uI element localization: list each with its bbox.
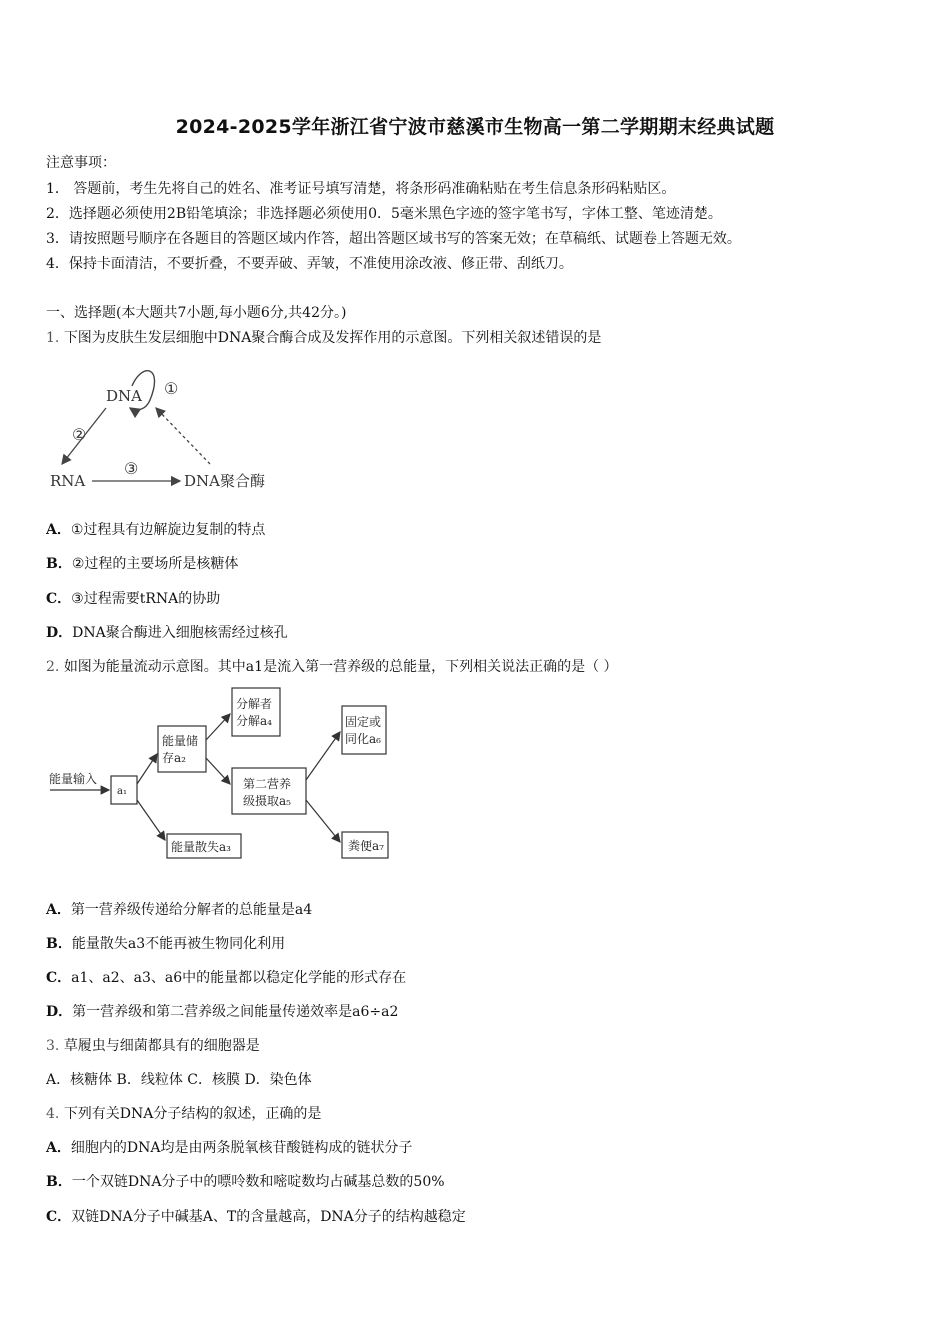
arrow-store-second	[206, 758, 230, 784]
question-2-option-b[interactable]	[46, 933, 285, 953]
question-1-option-a[interactable]	[46, 519, 265, 539]
diagram-step-3: ③	[124, 459, 139, 478]
question-number: 4.	[46, 1106, 60, 1122]
option-text: 双链DNA分子中碱基A、T的含量越高，DNA分子的结构越稳定	[71, 1209, 466, 1225]
question-1-option-d[interactable]	[46, 622, 288, 642]
label-decomp-1: 分解者	[236, 697, 273, 711]
question-2-option-a[interactable]	[46, 899, 312, 919]
label-store-1: 能量储	[162, 734, 199, 748]
box-decomposer	[232, 688, 280, 736]
option-label: B．	[46, 1174, 72, 1190]
option-label: C．	[46, 591, 72, 607]
question-4-stem	[46, 1103, 321, 1123]
question-text: 草履虫与细菌都具有的细胞器是	[63, 1038, 260, 1054]
energy-flow-diagram	[44, 684, 404, 866]
question-4-option-b[interactable]	[46, 1171, 445, 1191]
label-feces: 粪便a₇	[348, 839, 384, 853]
label-fixed-1: 固定或	[345, 715, 382, 729]
dna-polymerase-diagram	[44, 356, 284, 496]
section-heading: 一、选择题(本大题共7小题,每小题6分,共42分。)	[46, 305, 347, 321]
option-text: 一个双链DNA分子中的嘌呤数和嘧啶数均占碱基总数的50%	[71, 1174, 445, 1190]
box-fixed	[342, 706, 386, 754]
arrow-store-decomp	[206, 714, 230, 740]
diagram-enzyme-label: DNA聚合酶	[184, 472, 265, 490]
option-text: 细胞内的DNA均是由两条脱氧核苷酸链构成的链状分子	[70, 1140, 413, 1156]
notice-item-4: 4．保持卡面清洁，不要折叠，不要弄破、弄皱，不准使用涂改液、修正带、刮纸刀。	[46, 256, 573, 272]
question-number: 1.	[46, 330, 60, 346]
notice-item-1: 1． 答题前，考生先将自己的姓名、准考证号填写清楚，将条形码准确粘贴在考生信息条形码粘贴区。	[46, 181, 676, 197]
question-1-stem	[46, 327, 601, 347]
question-text: 下图为皮肤生发层细胞中DNA聚合酶合成及发挥作用的示意图。下列相关叙述错误的是	[63, 330, 602, 346]
question-1-option-c[interactable]	[46, 588, 220, 608]
option-label: B．	[46, 936, 72, 952]
option-label: B．	[46, 556, 72, 572]
diagram-dna-label: DNA	[106, 387, 142, 405]
notice-heading: 注意事项：	[46, 155, 116, 171]
option-label: A．	[46, 522, 71, 538]
option-label: A．	[46, 902, 71, 918]
option-text: DNA聚合酶进入细胞核需经过核孔	[72, 625, 288, 641]
question-4-option-c[interactable]	[46, 1206, 466, 1226]
question-number: 2.	[46, 659, 60, 675]
question-text: 下列有关DNA分子结构的叙述，正确的是	[63, 1106, 322, 1122]
exam-title: 2024-2025学年浙江省宁波市慈溪市生物高一第二学期期末经典试题	[175, 116, 775, 138]
label-store-2: 存a₂	[162, 751, 186, 765]
arrow-second-feces	[306, 800, 340, 842]
diagram-step-2: ②	[72, 425, 87, 444]
diagram-rna-label: RNA	[50, 472, 86, 490]
label-second-2: 级摄取a₅	[243, 794, 291, 808]
notice-item-3: 3．请按照题号顺序在各题目的答题区域内作答，超出答题区域书写的答案无效；在草稿纸、试题卷上答题无效。	[46, 231, 741, 247]
question-2-stem	[46, 656, 618, 676]
option-text: ②过程的主要场所是核糖体	[71, 556, 239, 572]
question-3-stem	[46, 1035, 260, 1055]
label-fixed-2: 同化a₆	[345, 732, 381, 746]
option-text: a1、a2、a3、a6中的能量都以稳定化学能的形式存在	[71, 970, 407, 986]
question-2-option-d[interactable]	[46, 1001, 398, 1021]
arrow-second-fixed	[306, 732, 340, 780]
question-2-option-c[interactable]	[46, 967, 406, 987]
label-a1: a₁	[117, 786, 127, 797]
arrow-a1-store	[137, 754, 157, 784]
option-label: A．	[46, 1140, 71, 1156]
notice-item-2: 2．选择题必须使用2B铅笔填涂；非选择题必须使用0．5毫米黑色字迹的签字笔书写，字体工整、笔迹清楚。	[46, 206, 722, 222]
option-text: 第一营养级传递给分解者的总能量是a4	[70, 902, 313, 918]
option-label: C．	[46, 970, 72, 986]
question-number: 3.	[46, 1038, 60, 1054]
option-label: C．	[46, 1209, 72, 1225]
label-loss: 能量散失a₃	[171, 840, 231, 854]
enzyme-feedback-arrow	[156, 408, 210, 464]
option-text: 能量散失a3不能再被生物同化利用	[71, 936, 286, 952]
question-1-option-b[interactable]	[46, 553, 238, 573]
option-text: ③过程需要tRNA的协助	[71, 591, 221, 607]
question-3-options[interactable]: A．核糖体 B．线粒体 C．核膜 D．染色体	[46, 1072, 312, 1088]
option-text: ①过程具有边解旋边复制的特点	[70, 522, 266, 538]
box-store	[158, 726, 206, 772]
option-label: D．	[46, 1004, 73, 1020]
question-text: 如图为能量流动示意图。其中a1是流入第一营养级的总能量，下列相关说法正确的是（ ）	[63, 659, 618, 675]
label-input: 能量输入	[49, 772, 98, 786]
label-decomp-2: 分解a₄	[236, 714, 272, 728]
option-label: D．	[46, 625, 73, 641]
arrow-a1-loss	[137, 800, 165, 840]
question-4-option-a[interactable]	[46, 1137, 412, 1157]
option-text: 第一营养级和第二营养级之间能量传递效率是a6÷a2	[72, 1004, 399, 1020]
diagram-step-1: ①	[164, 379, 179, 398]
label-second-1: 第二营养	[243, 777, 292, 791]
